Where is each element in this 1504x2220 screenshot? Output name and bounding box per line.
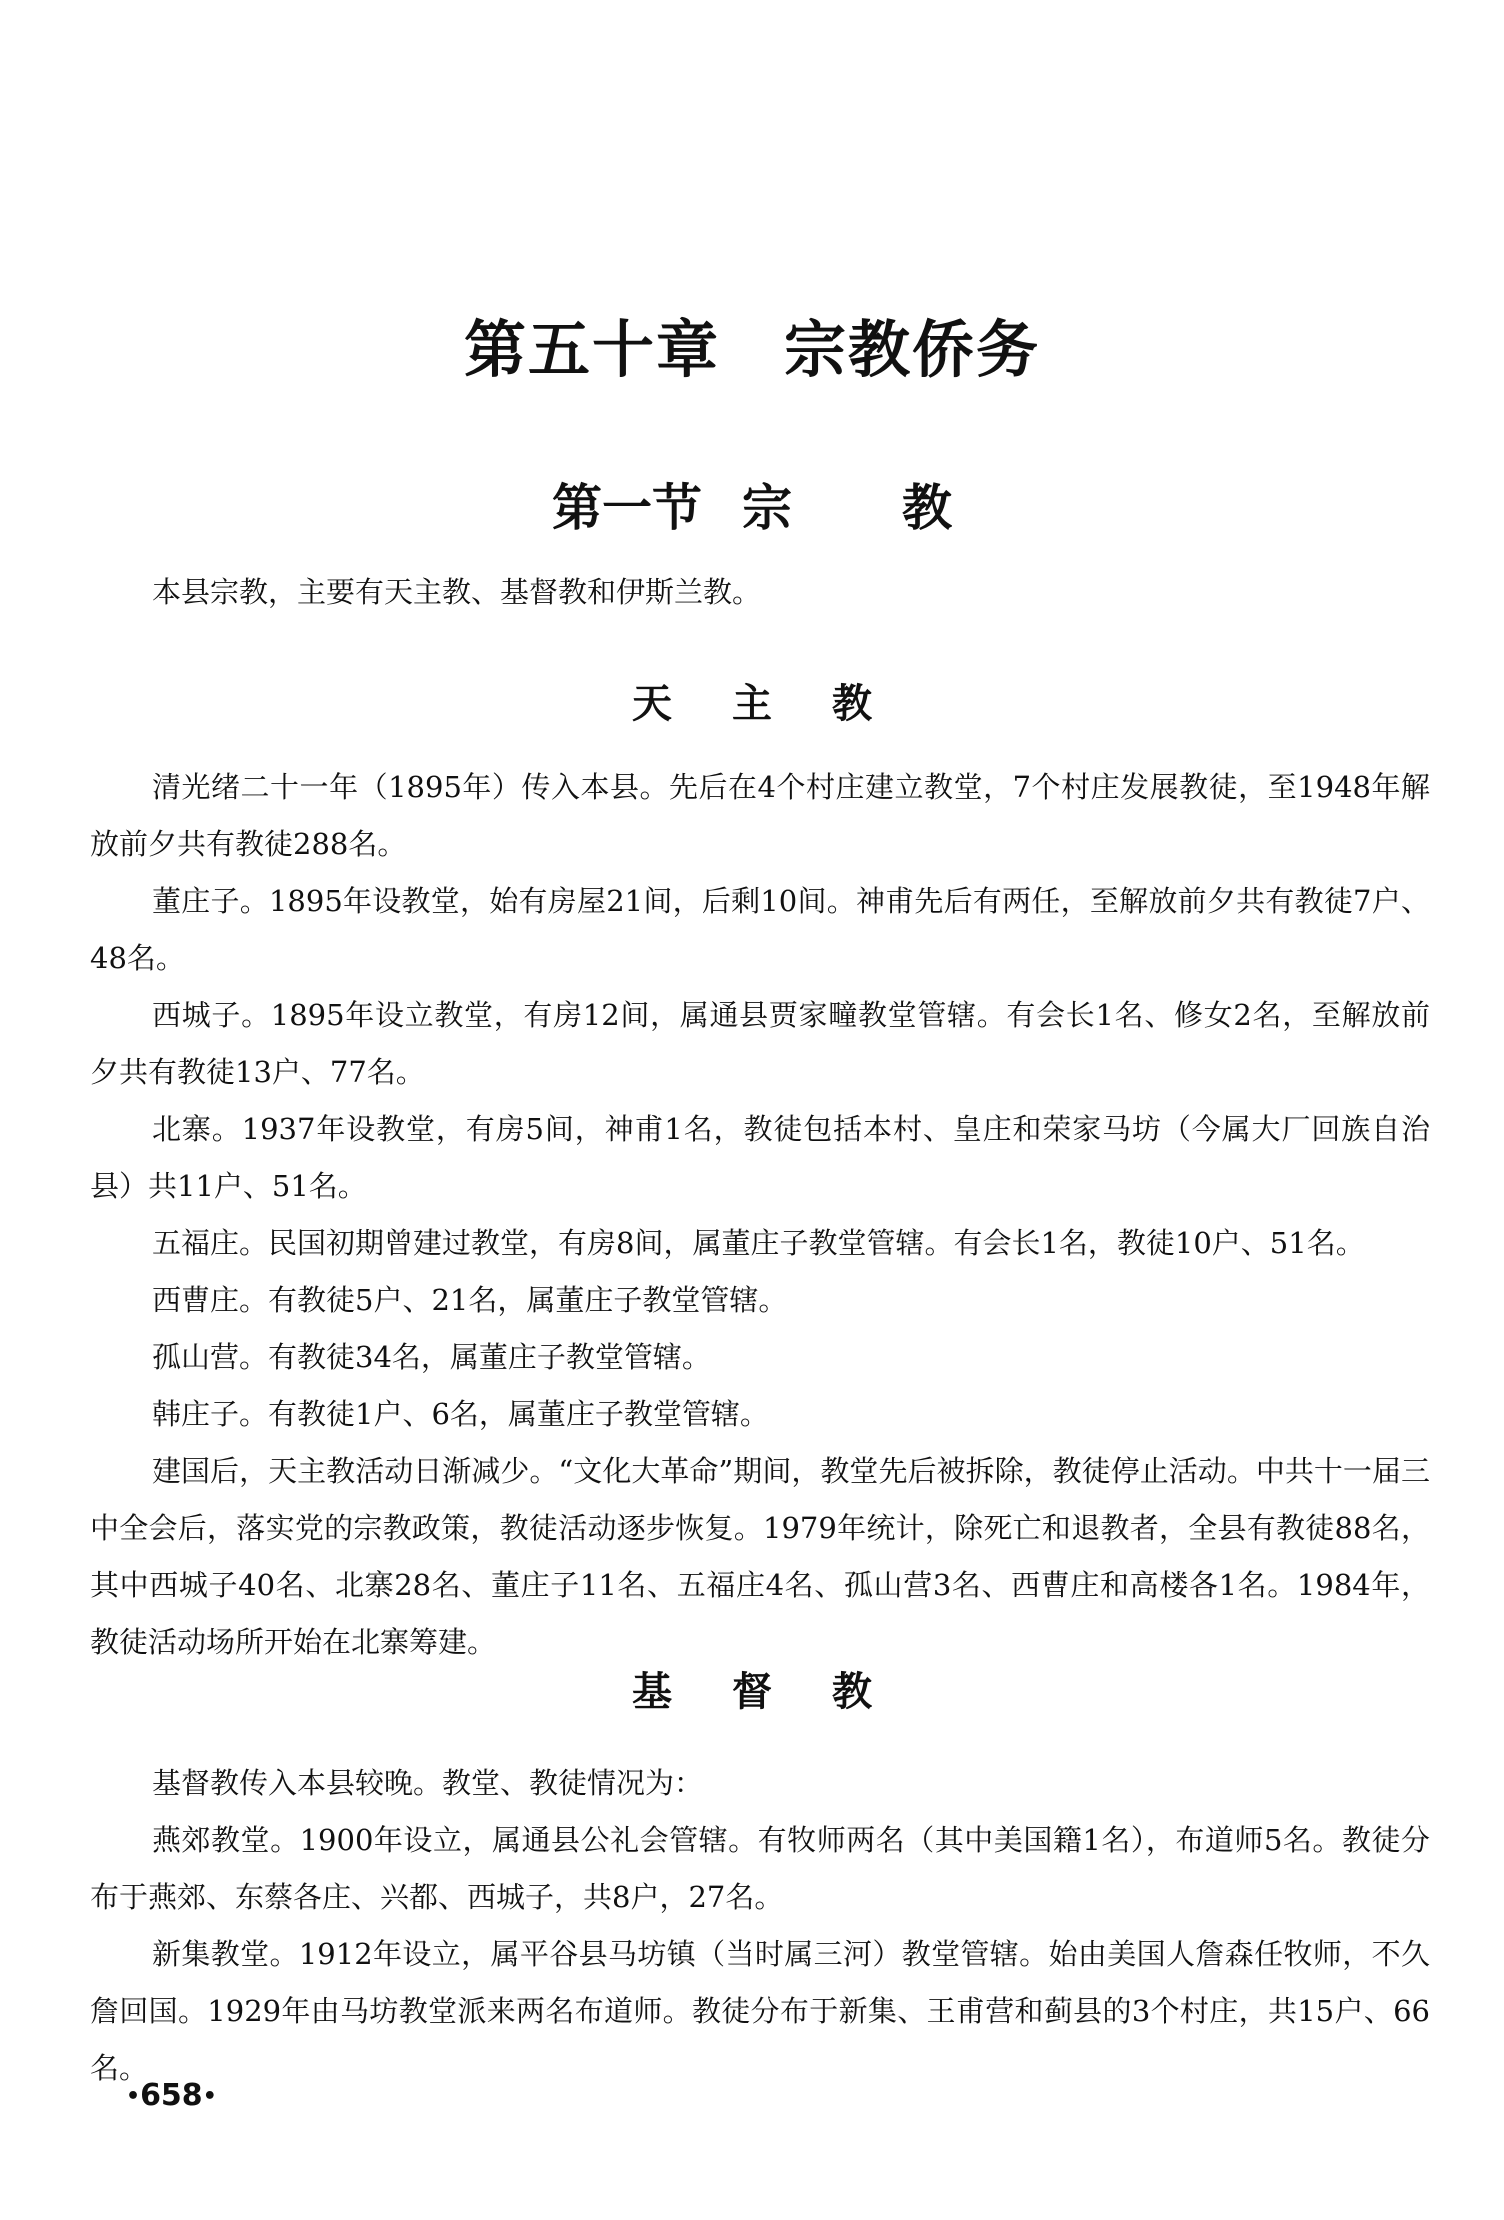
paragraph: 五福庄。民国初期曾建过教堂，有房8间，属董庄子教堂管辖。有会长1名，教徒10户、51名。 (152, 1226, 1365, 1260)
paragraph: 西城子。1895年设立教堂，有房12间，属通县贾家疃教堂管辖。有会长1名、修女2名，至解放前夕共有教徒13户、77名。 (90, 998, 1430, 1089)
section-name-part1: 宗 (742, 479, 792, 537)
paragraph: 基督教传入本县较晚。教堂、教徒情况为： (152, 1766, 704, 1800)
bullet-dot: • (126, 2084, 141, 2109)
paragraph: 韩庄子。有教徒1户、6名，属董庄子教堂管辖。 (152, 1397, 769, 1431)
page-number-value: 658 (140, 2078, 203, 2113)
christian-heading: 基督教 (632, 1669, 932, 1715)
catholic-body (90, 759, 1430, 1671)
paragraph: 燕郊教堂。1900年设立，属通县公礼会管辖。有牧师两名（其中美国籍1名），布道师5名。教徒分布于燕郊、东蔡各庄、兴都、西城子，共8户，27名。 (90, 1823, 1430, 1914)
paragraph: 清光绪二十一年（1895年）传入本县。先后在4个村庄建立教堂，7个村庄发展教徒，至1948年解放前夕共有教徒288名。 (90, 770, 1430, 861)
chapter-name: 宗教侨务 (784, 313, 1041, 386)
paragraph: 西曹庄。有教徒5户、21名，属董庄子教堂管辖。 (152, 1283, 788, 1317)
paragraph: 董庄子。1895年设教堂，始有房屋21间，后剩10间。神甫先后有两任，至解放前夕共有教徒7户、48名。 (90, 884, 1430, 975)
section-label: 第一节 (552, 479, 702, 537)
paragraph: 新集教堂。1912年设立，属平谷县马坊镇（当时属三河）教堂管辖。始由美国人詹森任牧师，不久詹回国。1929年由马坊教堂派来两名布道师。教徒分布于新集、王甫营和蓟县的3个村庄，共15户、66名。 (90, 1937, 1430, 2085)
paragraph: 建国后，天主教活动日渐减少。“文化大革命”期间，教堂先后被拆除，教徒停止活动。中共十一届三中全会后，落实党的宗教政策，教徒活动逐步恢复。1979年统计，除死亡和退教者，全县有教徒88名，其中西城子40名、北寨28名、董庄子11名、五福庄4名、孤山营3名、西曹庄和高楼各1名。1984年，教徒活动场所开始在北寨筹建。 (90, 1454, 1430, 1659)
catholic-heading: 天主教 (632, 681, 932, 727)
chapter-label: 第五十章 (463, 313, 720, 386)
section-title (0, 468, 1504, 540)
bullet-dot: • (202, 2084, 217, 2109)
paragraph: 孤山营。有教徒34名，属董庄子教堂管辖。 (152, 1340, 711, 1374)
chapter-title (0, 300, 1504, 389)
christian-body (90, 1755, 1430, 2097)
section-name-part2: 教 (902, 479, 952, 537)
paragraph: 北寨。1937年设教堂，有房5间，神甫1名，教徒包括本村、皇庄和荣家马坊（今属大厂回族自治县）共11户、51名。 (90, 1112, 1430, 1203)
section-intro: 本县宗教，主要有天主教、基督教和伊斯兰教。 (152, 575, 762, 609)
page-number (126, 2078, 217, 2113)
